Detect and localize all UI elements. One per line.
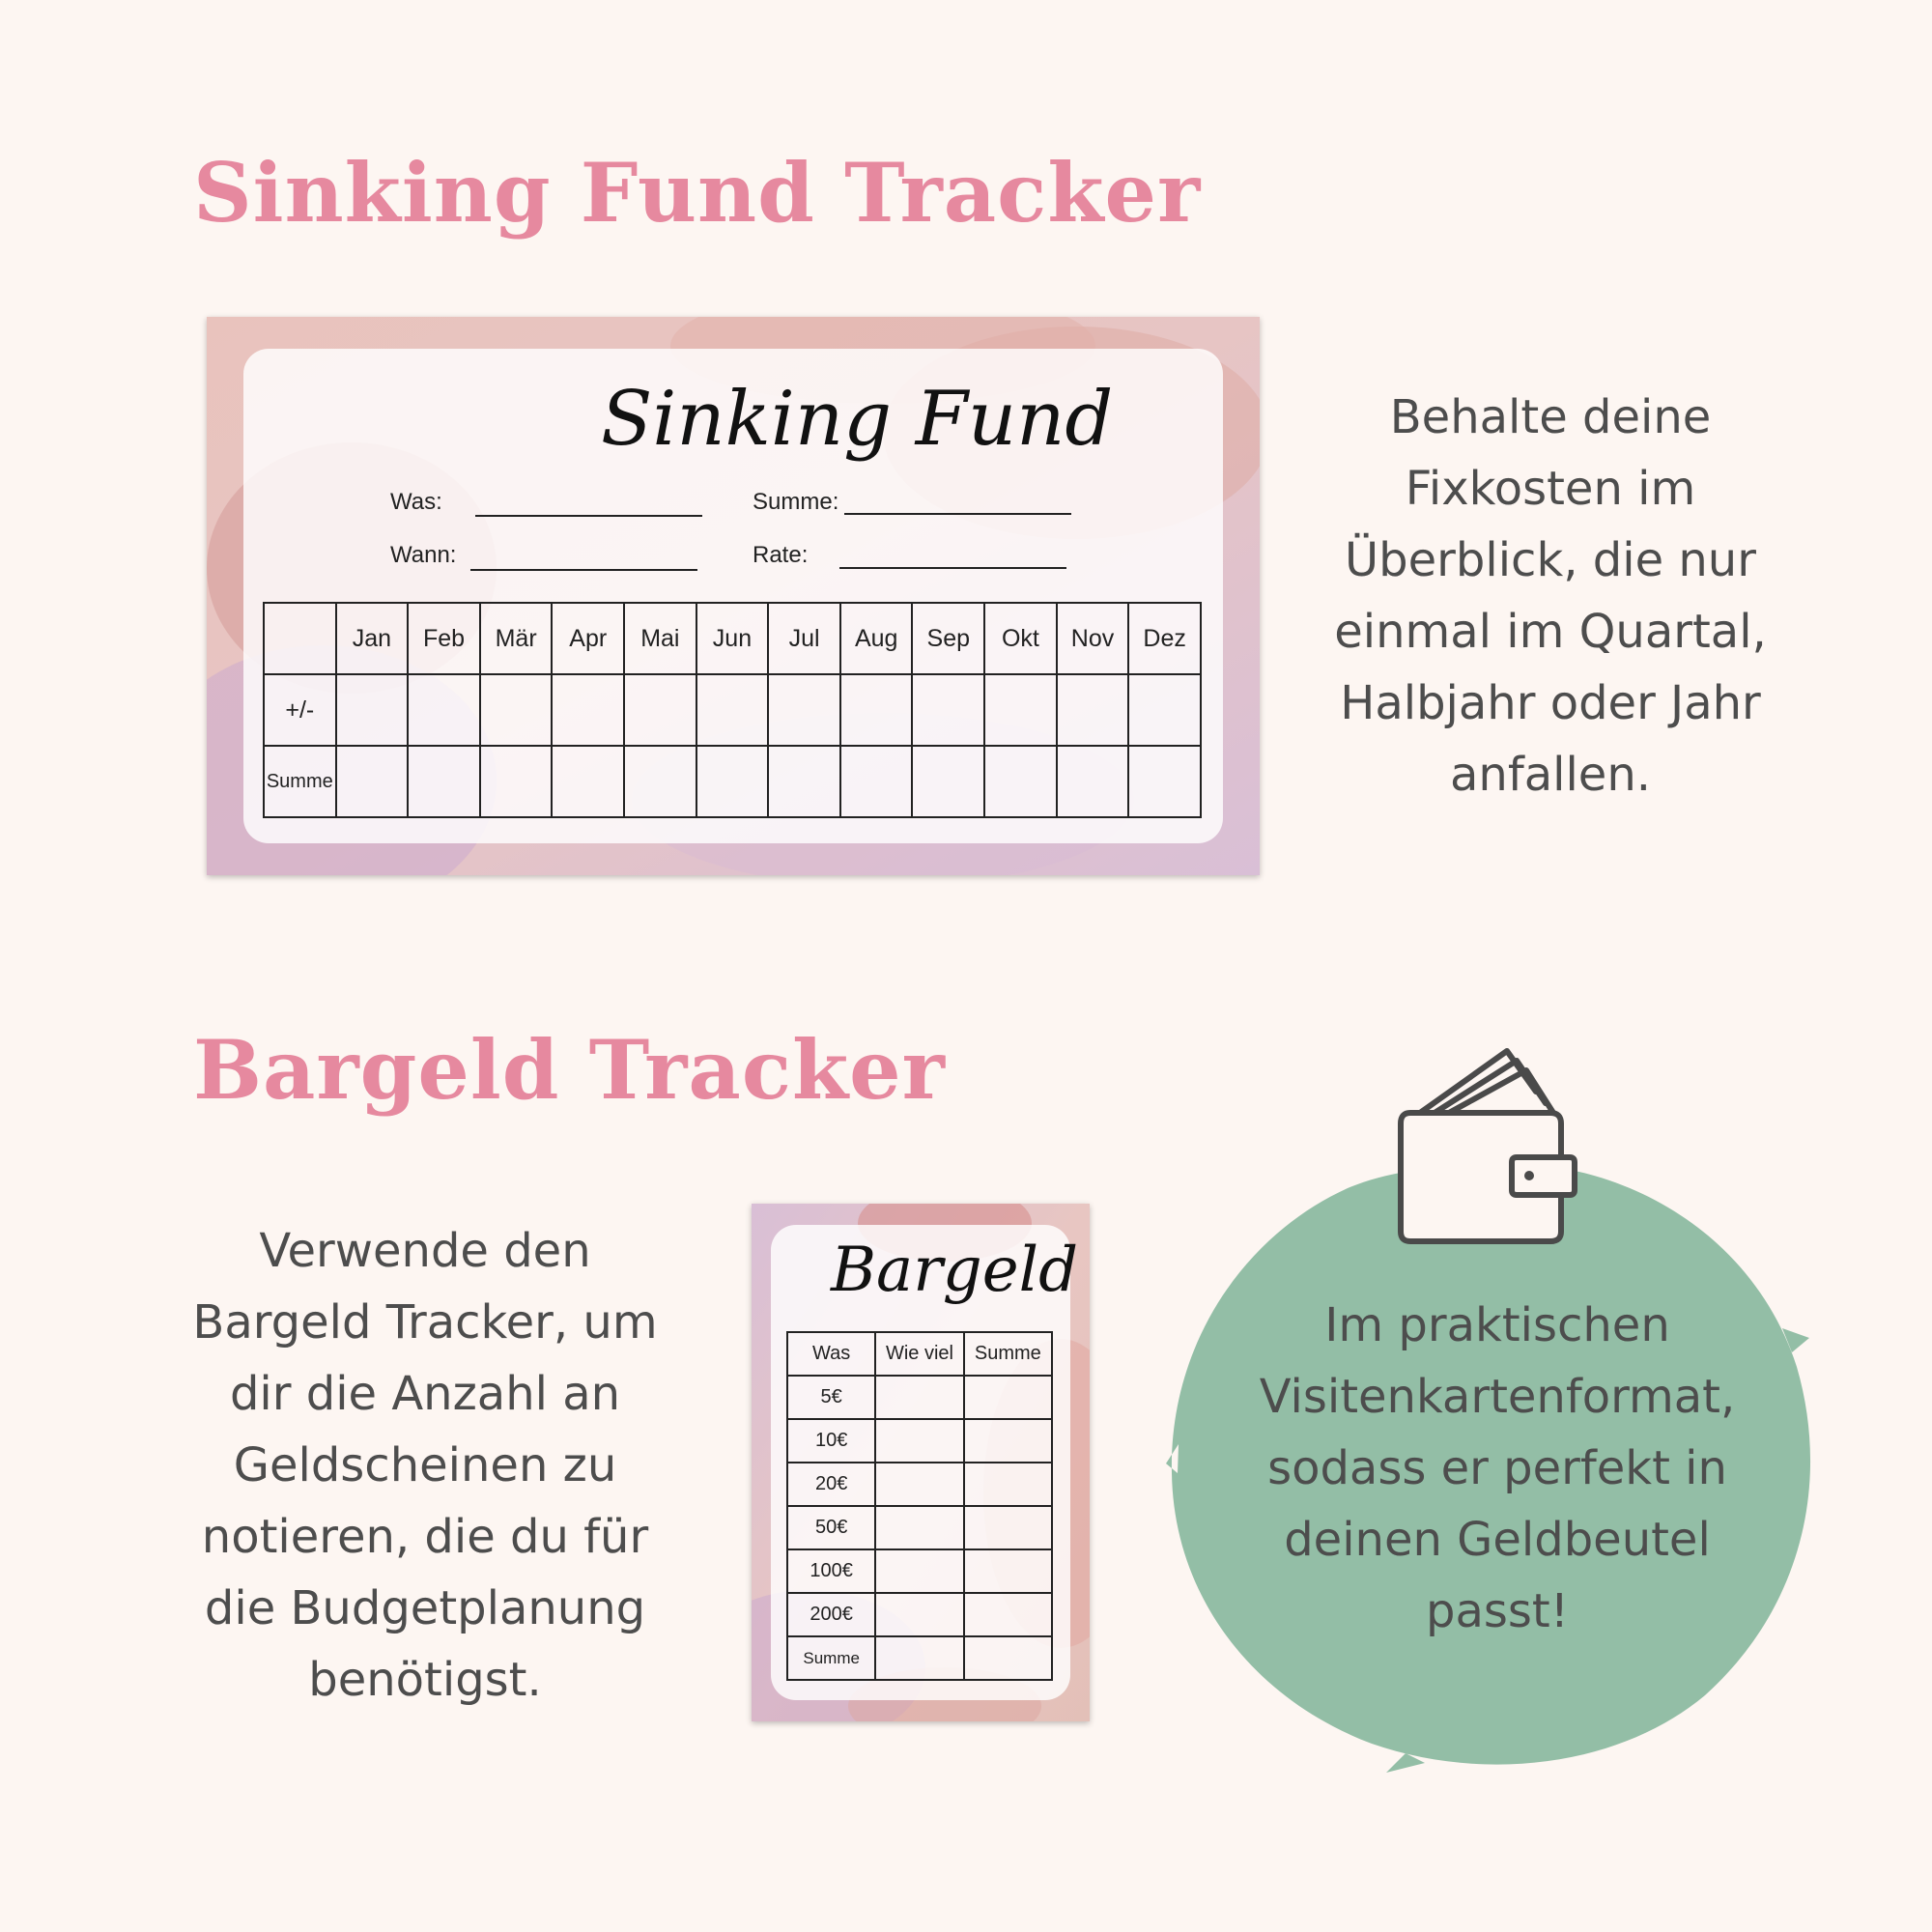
grid-cell [552,674,624,746]
field-rate-label: Rate: [753,542,809,568]
table-cell [875,1593,963,1636]
monthly-grid [263,602,1202,818]
card-script-title: Sinking Fund [601,376,1114,463]
table-cell [964,1419,1052,1463]
grid-cell [336,746,409,817]
row-label: 10€ [787,1419,875,1463]
grid-cell [480,746,553,817]
table-cell [875,1549,963,1593]
table-cell [964,1376,1052,1419]
table-row [787,1636,1052,1680]
field-wann-label: Wann: [390,542,457,568]
grid-cell [768,674,840,746]
table-cell [964,1549,1052,1593]
table-header-row [787,1332,1052,1376]
month-header: Jul [768,603,840,674]
month-header: Jan [336,603,409,674]
grid-cell [912,674,984,746]
grid-cell [552,746,624,817]
grid-cell [696,674,769,746]
row-label: 50€ [787,1506,875,1549]
wallet-icon [1391,1043,1584,1256]
grid-cell [408,674,480,746]
grid-cell [696,746,769,817]
field-was-label: Was: [390,489,442,515]
cash-table [786,1331,1053,1681]
month-header: Mai [624,603,696,674]
grid-cell [624,746,696,817]
grid-cell [768,746,840,817]
table-row [787,1463,1052,1506]
row-label: Summe [264,746,336,817]
table-cell [964,1506,1052,1549]
row-label: +/- [264,674,336,746]
grid-cell [1128,746,1201,817]
month-header: Sep [912,603,984,674]
grid-cell [984,746,1057,817]
table-cell [875,1419,963,1463]
table-cell [875,1463,963,1506]
month-header: Okt [984,603,1057,674]
bargeld-heading: Bargeld Tracker [193,1022,946,1118]
field-summe-line [844,513,1071,515]
table-cell [875,1636,963,1680]
month-header: Mär [480,603,553,674]
grid-cell [912,746,984,817]
bargeld-description: Verwende den Bargeld Tracker, um dir die Anzahl an Geldscheinen zu notieren, die du für die Budgetplanung benötigst. [192,1224,658,1707]
wallet-description: Im praktischen Visitenkartenformat, sodass er perfekt in deinen Geldbeutel passt! [1259,1298,1736,1638]
field-summe-label: Summe: [753,489,839,515]
month-header: Apr [552,603,624,674]
grid-cell [336,674,409,746]
grid-cell [840,674,913,746]
grid-cell [984,674,1057,746]
row-label: 20€ [787,1463,875,1506]
table-cell [875,1376,963,1419]
table-row [787,1549,1052,1593]
month-header: Feb [408,603,480,674]
grid-row-summe [264,746,1201,817]
table-row [787,1506,1052,1549]
table-row [787,1376,1052,1419]
grid-row-plusminus [264,674,1201,746]
column-header: Wie viel [875,1332,963,1376]
grid-cell [840,746,913,817]
sinking-fund-description: Behalte deine Fixkosten im Überblick, die nur einmal im Quartal, Halbjahr oder Jahr anfallen. [1334,390,1767,802]
field-rate-line [839,567,1066,569]
month-header: Aug [840,603,913,674]
row-label: 100€ [787,1549,875,1593]
grid-cell [1128,674,1201,746]
grid-cell [480,674,553,746]
grid-header-row [264,603,1201,674]
column-header: Summe [964,1332,1052,1376]
row-label: 200€ [787,1593,875,1636]
month-header: Jun [696,603,769,674]
table-cell [875,1506,963,1549]
card-script-title: Bargeld [831,1235,1079,1306]
month-header: Nov [1057,603,1129,674]
field-was-line [475,515,702,517]
sinking-fund-card [207,317,1260,875]
row-label: Summe [787,1636,875,1680]
grid-corner-cell [264,603,336,674]
card-writing-area [243,349,1223,843]
bargeld-card [752,1204,1090,1721]
sinking-fund-heading: Sinking Fund Tracker [193,145,1202,241]
grid-cell [1057,746,1129,817]
row-label: 5€ [787,1376,875,1419]
grid-cell [408,746,480,817]
table-cell [964,1636,1052,1680]
grid-cell [624,674,696,746]
month-header: Dez [1128,603,1201,674]
field-wann-line [470,569,697,571]
column-header: Was [787,1332,875,1376]
grid-cell [1057,674,1129,746]
table-row [787,1419,1052,1463]
table-cell [964,1593,1052,1636]
table-row [787,1593,1052,1636]
table-cell [964,1463,1052,1506]
card-writing-area [771,1225,1079,1700]
